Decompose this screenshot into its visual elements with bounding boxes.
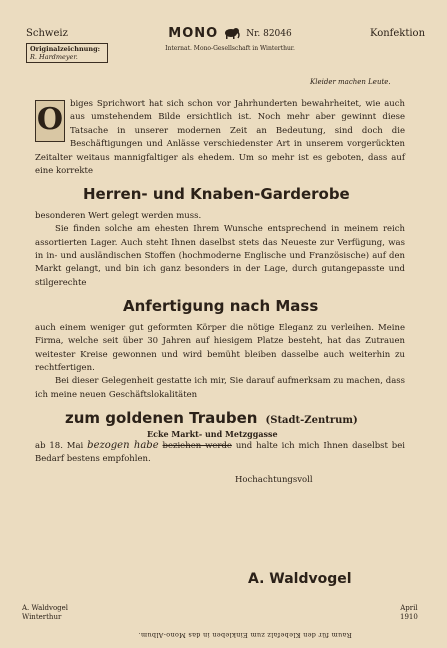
letter-body	[35, 98, 405, 488]
intro-text: biges Sprichwort hat sich schon vor Jahrhunderten bewahrheitet, wie auch aus umstehendem Bilde ersichtlich ist. Noch mehr aber gewinnt diese Tatsache in unserer modernen Zeit an Bedeutung, sind doch die Beschäftigungen und Anlässe verschiedenster Art in unserem vorgerückten Zeitalter weitaus mannigfaltiger als ehedem. Um so mehr ist es geboten, dass auf eine korrekte	[35, 99, 405, 177]
society-line: Internat. Mono-Gesellschaft in Winterthur.	[165, 45, 295, 52]
paragraph-firma: auch einem weniger gut geformten Körper die nötige Eleganz zu verleihen. Meine Firma, welche seit über 30 Jahren auf hiesigem Platze besteht, hat das Zutrauen weitester Kreise gewonnen und wird bemüht bleiben dasselbe auch weiterhin zu rechtfertigen.	[35, 322, 405, 373]
paragraph-intro	[35, 98, 405, 178]
original-drawing-label: Originalzeichnung:	[30, 45, 101, 53]
shop-name-row	[35, 409, 405, 428]
card-number: Nr. 82046	[246, 28, 292, 39]
heading-anfertigung: Anfertigung nach Mass	[123, 297, 319, 316]
shop-name: zum goldenen Trauben	[65, 409, 258, 428]
heading-garderobe: Herren- und Knaben-Garderobe	[83, 185, 350, 204]
paragraph-lager: Sie finden solche am ehesten Ihrem Wunsche entsprechend in meinem reich assortierten Lager. Auch steht Ihnen daselbst stets das Neueste zur Verfügung, was in in- und ausländischen Stoffen (hochmoderne Englische und Französische) auf den Markt gelangt, und bin ich ganz besonders in der Lage, durch gutangepasste und stilgerechte	[35, 224, 405, 288]
shop-location: (Stadt-Zentrum)	[265, 415, 358, 427]
footer-city: Winterthur	[22, 613, 62, 621]
shop-address: Ecke Markt- und Metzggasse	[147, 428, 278, 439]
footer-month: April	[400, 604, 418, 612]
album-fold-note: Raum für den Klebefalz zum Einkleben in das Mono-Album.	[138, 631, 352, 639]
category-label: Konfektion	[370, 28, 426, 39]
motto: Kleider machen Leute.	[310, 78, 391, 86]
artist-name: R. Hardmeyer.	[30, 53, 78, 61]
recommend-text: und halte ich mich Ihnen daselbst bei Bedarf bestens empfohlen.	[35, 440, 406, 464]
country-label: Schweiz	[26, 28, 68, 39]
handwritten-correction: bezogen habe	[87, 439, 159, 451]
closing: Hochachtungsvoll	[235, 475, 313, 486]
elephant-icon	[222, 24, 240, 43]
footer-name: A. Waldvogel	[22, 604, 69, 612]
paragraph-mai	[35, 439, 405, 467]
date-text: ab 18. Mai	[35, 440, 84, 451]
mono-header	[150, 24, 310, 52]
footer-right	[400, 604, 418, 622]
paragraph-gelegenheit: Bei dieser Gelegenheit gestatte ich mir, Sie darauf aufmerksam zu machen, dass ich meine neuen Geschäftslokalitäten	[35, 376, 405, 400]
footer-year: 1910	[400, 613, 418, 621]
original-drawing-box	[26, 43, 108, 63]
struck-text: beziehen werde	[162, 440, 232, 451]
paragraph-wert: besonderen Wert gelegt werden muss.	[35, 210, 202, 221]
footer-left	[22, 604, 68, 622]
mono-brand: MONO	[168, 26, 219, 41]
signature: A. Waldvogel	[248, 571, 352, 587]
dropcap-o: O	[35, 100, 65, 142]
